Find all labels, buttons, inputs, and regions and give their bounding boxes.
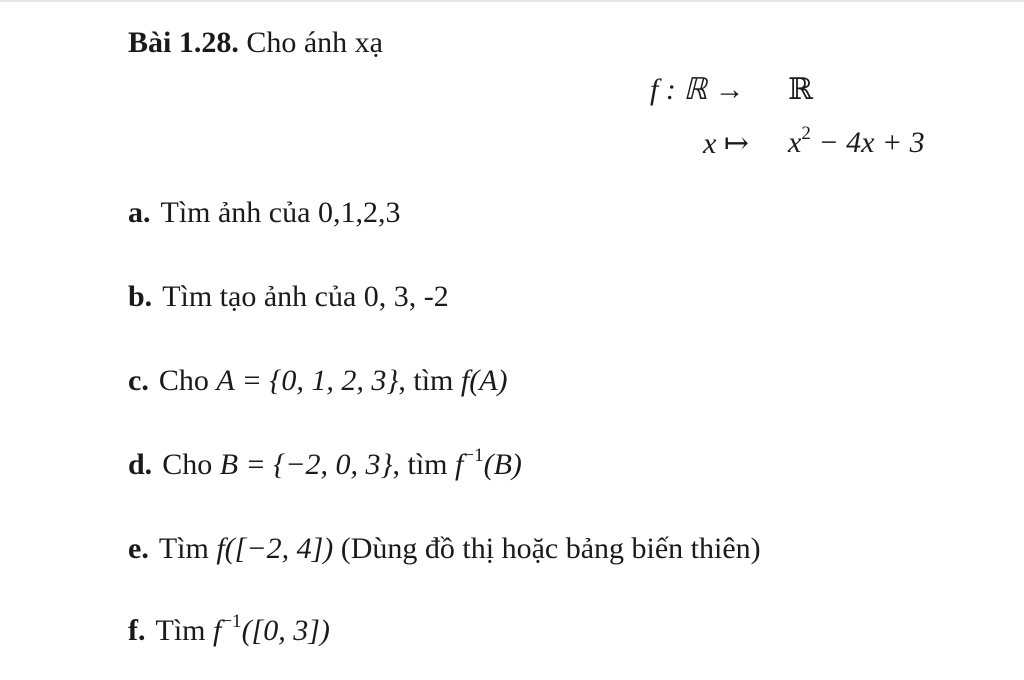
item-func: f (455, 448, 464, 481)
item-math: ([0, 3]) (241, 614, 330, 647)
problem-heading (128, 26, 383, 60)
item-text: (Dùng đồ thị hoặc bảng biến thiên) (333, 532, 761, 565)
mapping-line2-right (788, 123, 925, 160)
mapping-expr-exponent: 2 (801, 123, 811, 144)
item-label: d. (128, 448, 153, 481)
item-text: Tìm (158, 532, 217, 565)
item-a (128, 196, 400, 230)
item-func: f (213, 614, 222, 647)
item-text: Tìm ảnh của 0,1,2,3 (160, 196, 401, 229)
item-text: Cho (162, 448, 220, 481)
top-border (0, 0, 1024, 2)
item-exponent: −1 (221, 611, 242, 632)
item-math: (B) (483, 448, 522, 481)
item-label: a. (128, 196, 151, 229)
item-text: , tìm (392, 448, 456, 481)
item-text: Tìm tạo ảnh của 0, 3, -2 (162, 280, 449, 313)
mapping-codomain: ℝ (788, 73, 813, 106)
item-math: f(A) (460, 364, 508, 397)
item-math: f([−2, 4]) (216, 532, 334, 565)
item-label: e. (128, 532, 149, 565)
item-text: , tìm (398, 364, 461, 397)
item-b (128, 280, 449, 314)
item-math: A = {0, 1, 2, 3} (216, 364, 399, 397)
item-d (128, 445, 522, 482)
mapping-line2-left (703, 126, 749, 161)
mapping-expr-base: x (788, 126, 802, 159)
item-exponent: −1 (463, 445, 484, 466)
item-math: B = {−2, 0, 3} (219, 448, 393, 481)
item-label: f. (128, 614, 146, 647)
item-label: c. (128, 364, 149, 397)
item-label: b. (128, 280, 153, 313)
item-e (128, 532, 761, 566)
item-text: Tìm (155, 614, 213, 647)
mapping-domain: f : ℝ → (650, 73, 745, 106)
item-f (128, 611, 330, 648)
mapping-line1-right (788, 72, 813, 107)
mapping-line1-left (650, 72, 745, 107)
problem-intro: Cho ánh xạ (246, 26, 383, 59)
item-text: Cho (158, 364, 217, 397)
mapping-variable: x ↦ (703, 127, 749, 160)
problem-number: Bài 1.28. (128, 26, 239, 59)
mapping-expr-rest: − 4x + 3 (810, 126, 925, 159)
item-c (128, 364, 508, 398)
